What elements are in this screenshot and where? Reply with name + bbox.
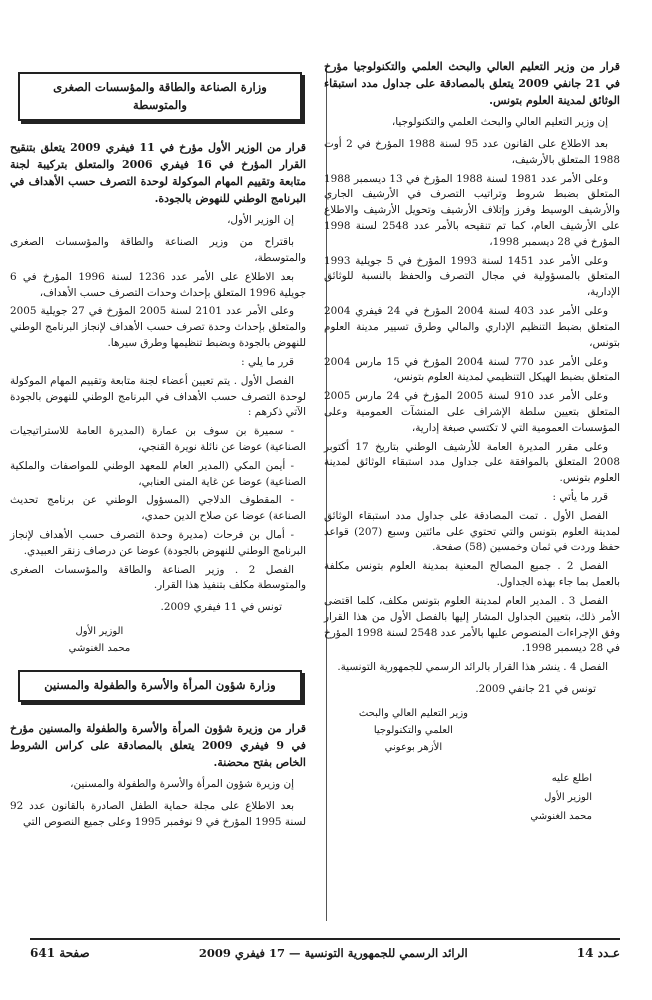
prime-minister-signature: [18, 624, 181, 656]
paragraph: بعد الاطلاع على الأمر عدد 1236 لسنة 1996 المؤرخ في 6 جويلية 1996 المتعلق بإحداث وحدات التصرف حسب الأهداف،: [10, 270, 306, 299]
article-1: الفصل الأول . تمت المصادقة على جداول مدد استبقاء الوثائق لمدينة العلوم بتونس والتي تحتوي على مائتين وسبع (207) قواعد حفظ وردت في ثمان وخمسين (58) صفحة.: [324, 509, 621, 554]
decides-line: قرر ما يأتي :: [552, 491, 608, 504]
paragraph: باقتراح من وزير الصناعة والطاقة والمؤسسات الصغرى والمتوسطة،: [10, 236, 306, 265]
paragraph: وعلى الأمر عدد 1981 لسنة 1988 المؤرخ في 13 ديسمبر 1988 المتعلق بضبط شروط وتراتيب التصرف في الأرشيف الجاري والأرشيف الوسيط وفرز وإتلاف الأرشيف وتحويل الأرشيف والاطلاع على الأرشيف العام، كما تم تنقيحه بالأمر عدد 2548 لسنة 1998 المؤرخ في 28 ديسمبر 1998،: [324, 172, 621, 248]
issue-number: عـدد 14: [576, 946, 620, 960]
article-2: الفصل 2 . جميع المصالح المعنية بمدينة العلوم بتونس مكلفة بالعمل بما جاء بهذه الجداول.: [324, 560, 620, 589]
right-column: [324, 58, 620, 826]
left-column: [10, 58, 306, 834]
page-number: صفحة 641: [30, 946, 90, 960]
paragraph: وعلى الأمر عدد 770 لسنة 2004 المؤرخ في 15 مارس 2004 المتعلق بضبط الهيكل التنظيمي لمدينة العلوم بتونس،: [324, 355, 620, 384]
paragraph: وعلى الأمر عدد 403 لسنة 2004 المؤرخ في 24 فيفري 2004 المتعلق بضبط التنظيم الإداري والمالي وطرق تسيير مدينة العلوم بتونس،: [324, 305, 620, 349]
signature-title-line1: وزير التعليم العالي والبحث: [358, 707, 468, 719]
member-item: - المقطوف الدلاجي (المسؤول الوطني عن برنامج تحديث الصناعة) عوضا عن صلاح الدين حمدي،: [10, 494, 306, 523]
signature-name: محمد الغنوشي: [68, 643, 131, 655]
paragraph: وعلى الأمر عدد 910 لسنة 2005 المؤرخ في 24 مارس 2005 المتعلق بتعيين سلطة الإشراف على المنشآت العمومية وعلى المؤسسات العمومية التي لا تكتسي صبغة إدارية،: [324, 390, 620, 434]
seen-label: اطلع عليه: [551, 773, 592, 785]
seen-name: محمد الغنوشي: [530, 811, 592, 823]
decree-intro: إن الوزير الأول،: [227, 214, 294, 227]
paragraph: وعلى الأمر عدد 1451 لسنة 1993 المؤرخ في 5 جويلية 1993 المتعلق بالمسؤولية في مجال التصرف والحفظ بالنسبة للوثائق الإدارية،: [324, 254, 620, 299]
paragraph: وعلى مقرر المديرة العامة للأرشيف الوطني بتاريخ 17 أكتوبر 2008 المتعلق بالموافقة على جداول مدد استبقاء الوثائق لمدينة العلوم بتونس.: [324, 440, 620, 485]
paragraph: بعد الاطلاع على مجلة حماية الطفل الصادرة بالقانون عدد 92 لسنة 1995 المؤرخ في 9 نوفمبر 1995 وعلى جميع النصوص التي: [10, 800, 306, 828]
decree-heading-women-affairs: قرار من وزيرة شؤون المرأة والأسرة والطفولة والمسنين مؤرخ في 9 فيفري 2009 يتعلق بالمصادقة على كراس الشروط الخاص بفتح محضنة.: [10, 722, 306, 770]
paragraph: بعد الاطلاع على القانون عدد 95 لسنة 1988 المؤرخ في 2 أوت 1988 المتعلق بالأرشيف،: [324, 137, 620, 166]
signature-title-line2: العلمي والتكنولوجيا: [373, 724, 453, 736]
page-footer: [30, 938, 620, 960]
minister-signature: [332, 706, 495, 756]
decree-intro: إن وزير التعليم العالي والبحث العلمي والتكنولوجيا،: [391, 116, 608, 129]
signature-title: الوزير الأول: [75, 626, 124, 638]
decree-heading-prime-minister: قرار من الوزير الأول مؤرخ في 11 فيفري 2009 يتعلق بتنقيح القرار المؤرخ في 16 فيفري 2006 والمتعلق بتركيبة لجنة متابعة وتقييم المهام الموكولة لوحدة التصرف حسب الأهداف في البرنامج الوطني للنهوض بالجودة.: [10, 141, 307, 206]
decree-heading-higher-education: قرار من وزير التعليم العالي والبحث العلمي والتكنولوجيا مؤرخ في 21 جانفي 2009 يتعلق بالمصادقة على جداول مدد استبقاء الوثائق لمدينة العلوم بتونس.: [324, 60, 620, 108]
member-item: - أمال بن فرحات (مديرة وحدة التصرف حسب الأهداف لإنجاز البرنامج الوطني للنهوض بالجودة) عوضا عن درصاف زنقر العبيدي.: [10, 529, 306, 557]
article-2: الفصل 2 . وزير الصناعة والطاقة والمؤسسات الصغرى والمتوسطة مكلف بتنفيذ هذا القرار.: [10, 563, 306, 592]
ministry-title-industry: وزارة الصناعة والطاقة والمؤسسات الصغرى والمتوسطة: [18, 72, 302, 121]
member-item: - سميرة بن سوف بن عمارة (المديرة العامة للاستراتيجيات الصناعية) عوضا عن نائلة نويرة القنجي،: [10, 425, 306, 453]
member-item: - أيمن المكي (المدير العام للمعهد الوطني للمواصفات والملكية الصناعية) عوضا عن غاية المنى العنابي،: [10, 459, 306, 488]
seen-title: الوزير الأول: [544, 792, 592, 804]
seen-by-block: [324, 769, 620, 826]
paragraph: وعلى الأمر عدد 2101 لسنة 2005 المؤرخ في 27 جويلية 2005 والمتعلق بإحداث وحدة تصرف حسب الأهداف لإنجاز البرنامج الوطني للنهوض بالجودة وبضبط تنظيمها وطرق سيرها.: [10, 305, 306, 350]
decides-line: قرر ما يلي :: [241, 355, 294, 368]
ministry-title-women-affairs: وزارة شؤون المرأة والأسرة والطفولة والمسنين: [18, 670, 302, 702]
decree-date: تونس في 21 جانفي 2009.: [475, 682, 596, 695]
gazette-title: الرائد الرسمي للجمهورية التونسية — 17 فيفري 2009: [198, 946, 468, 960]
article-4: الفصل 4 . ينشر هذا القرار بالرائد الرسمي للجمهورية التونسية.: [337, 661, 608, 674]
article-1: الفصل الأول . يتم تعيين أعضاء لجنة متابعة وتقييم المهام الموكولة لوحدة التصرف حسب الأهداف في البرنامج الوطني للنهوض بالجودة الآتي ذكرهم :: [10, 374, 306, 419]
decree-date: تونس في 11 فيفري 2009.: [160, 601, 282, 614]
article-3: الفصل 3 . المدير العام لمدينة العلوم بتونس مكلف، كلما اقتضى الأمر ذلك، بتعيين الجداول المشار إليها بالفصل الأول من هذا القرار وفق الإجراءات المنصوص عليها بالأمر عدد 2548 لسنة 1998 المؤرخ في 28 ديسمبر 1998.: [324, 594, 620, 655]
decree-intro: إن وزيرة شؤون المرأة والأسرة والطفولة والمسنين،: [70, 778, 294, 791]
signature-name: الأزهر بوعوني: [384, 742, 443, 754]
